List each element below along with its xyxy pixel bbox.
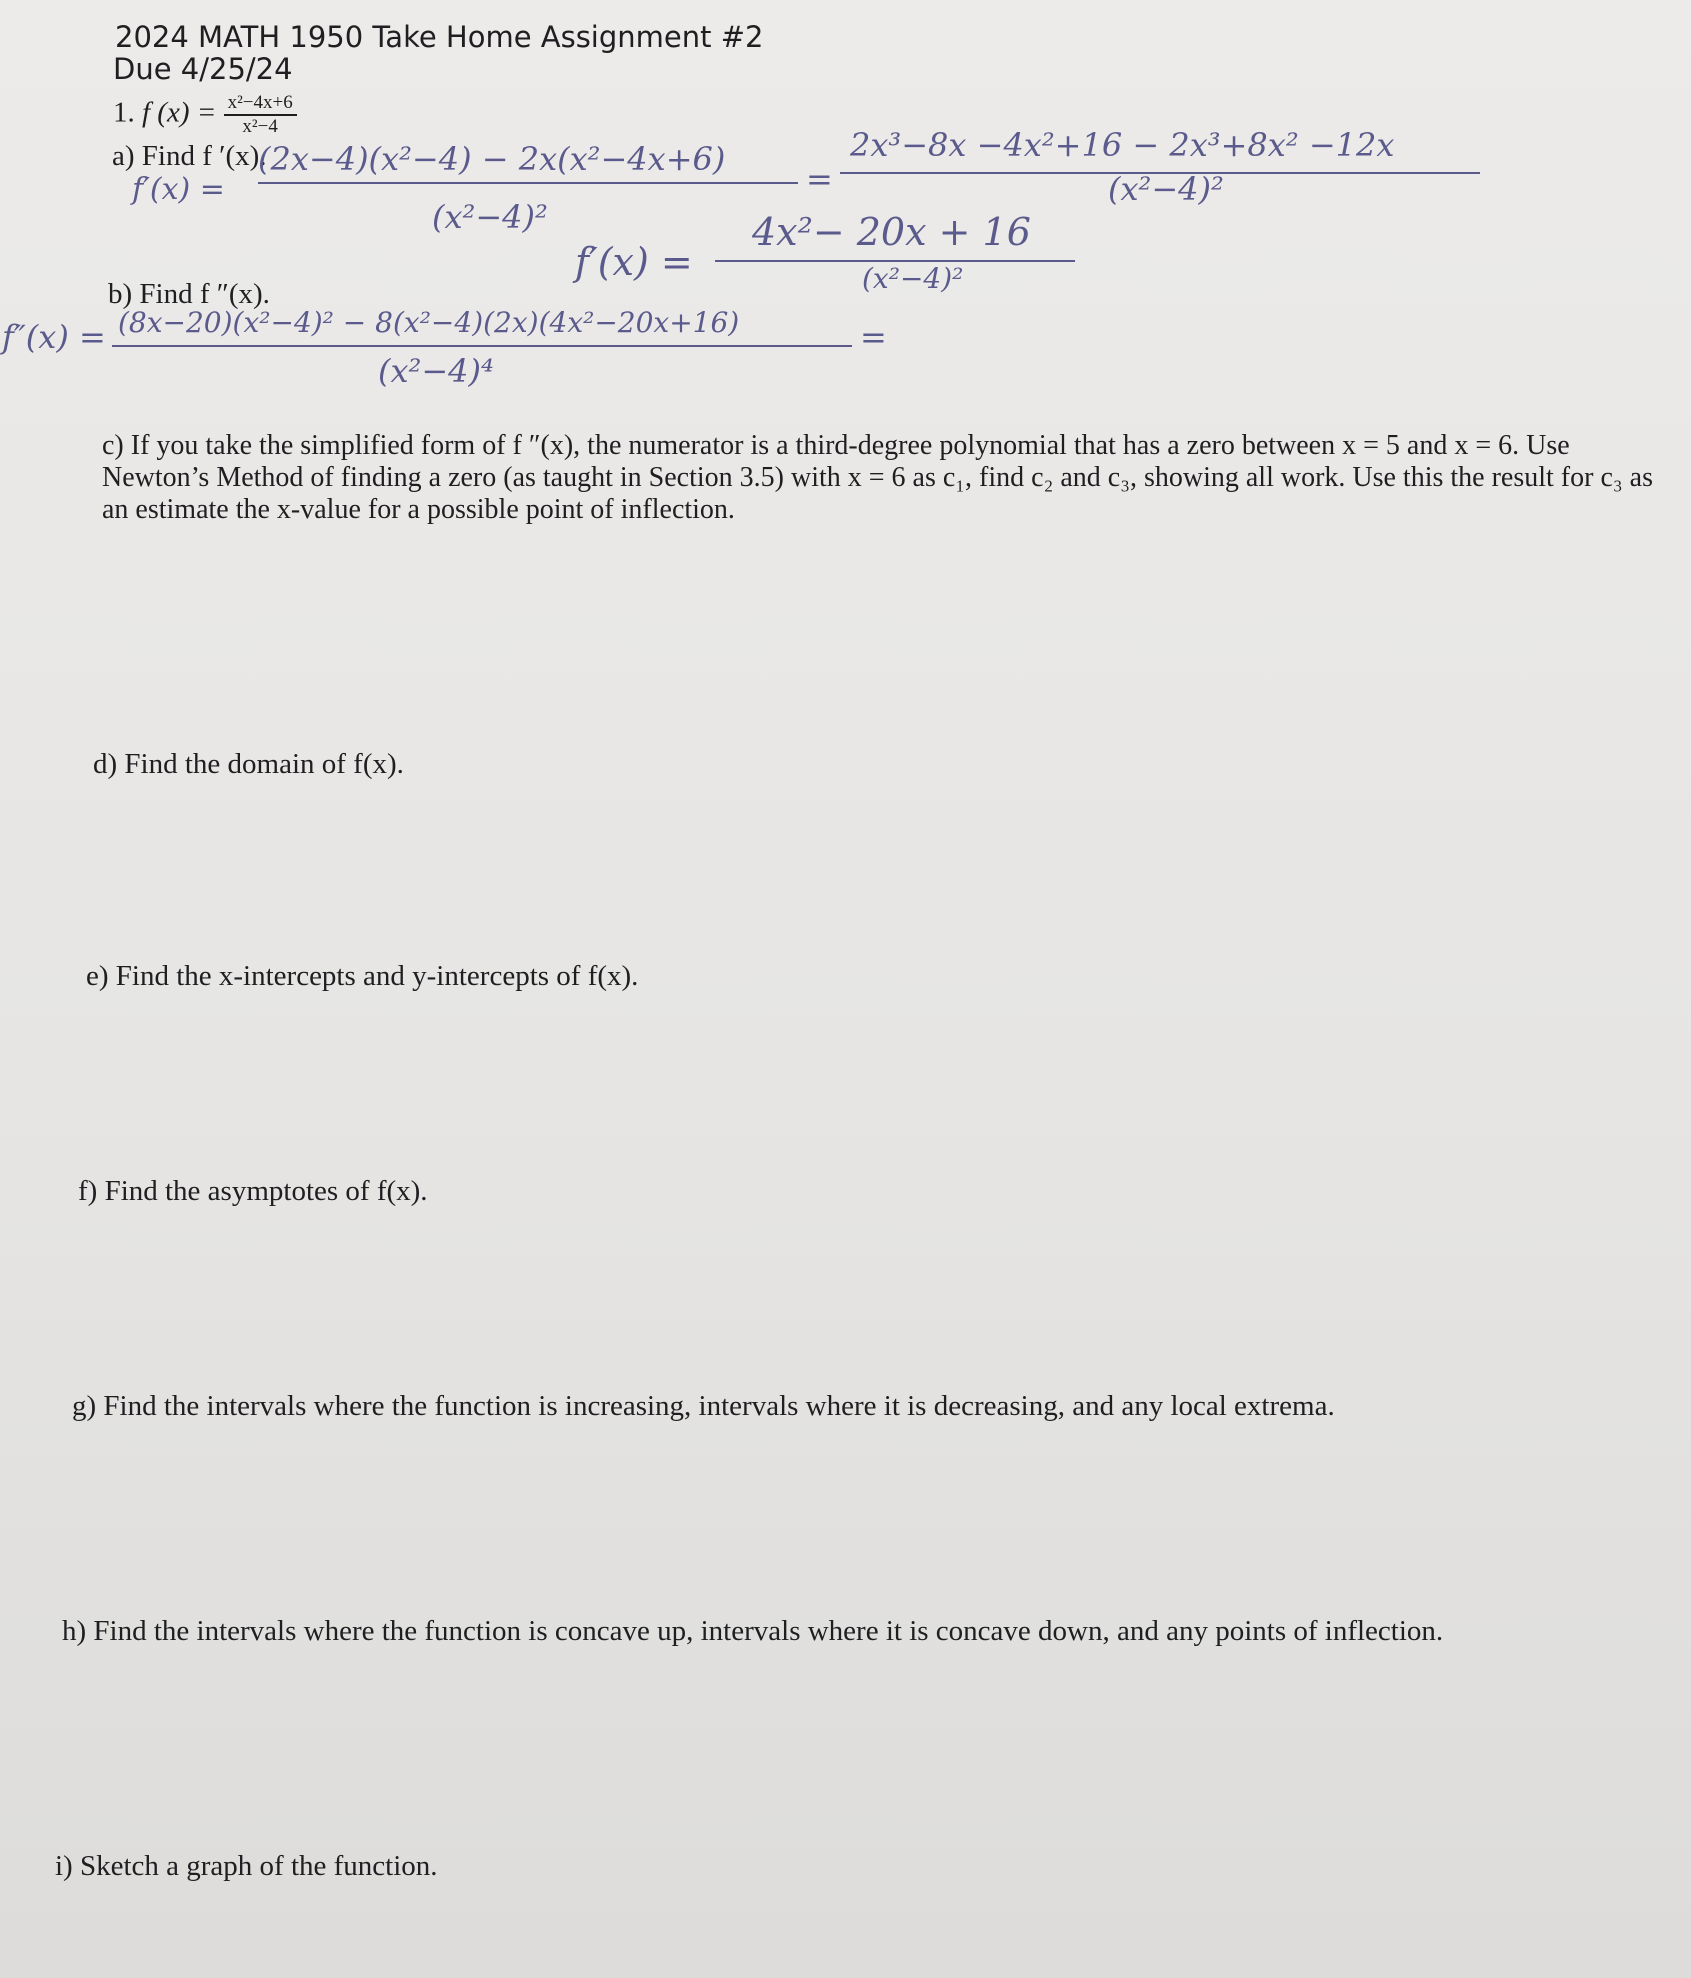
function-fraction xyxy=(224,92,297,138)
handwritten-simplified-denominator: (x²−4)² xyxy=(862,262,964,295)
part-e: e) Find the x-intercepts and y-intercepts of f(x). xyxy=(86,960,639,992)
handwritten-fprime-denominator: (x²−4)² xyxy=(432,198,548,236)
due-date: Due 4/25/24 xyxy=(113,52,293,86)
handwritten-equals-1: = xyxy=(806,160,833,198)
part-a: a) Find f ′(x). xyxy=(112,140,267,172)
part-i: i) Sketch a graph of the function. xyxy=(55,1850,438,1882)
handwritten-fdoubleprime-label: f″(x) = xyxy=(2,318,106,356)
part-c: c) If you take the simplified form of f ″(x), the numerator is a third-degree polynomial that has a zero between x = 5 and x = 6. Use Newton’s Method of finding a zero (as taught in Section 3.5) with x = 6 as c₁, find c₂ and c₃, showing all work. Use this the result for c₃ as an estimate the x-value for a possible point of inflection. xyxy=(102,430,1653,525)
handwritten-fdoubleprime-numerator: (8x−20)(x²−4)² − 8(x²−4)(2x)(4x²−20x+16) xyxy=(118,306,740,339)
handwritten-simplified-numerator: 4x²− 20x + 16 xyxy=(752,210,1031,254)
part-h: h) Find the intervals where the function is concave up, intervals where it is concave down, and any points of inflection. xyxy=(62,1615,1444,1647)
part-b: b) Find f ″(x). xyxy=(108,278,270,310)
function-numerator: x²−4x+6 xyxy=(224,92,297,116)
problem-statement xyxy=(113,92,297,138)
handwritten-fprime-label-2: f′(x) = xyxy=(575,240,693,284)
part-d: d) Find the domain of f(x). xyxy=(93,748,404,780)
handwritten-fdoubleprime-denominator: (x²−4)⁴ xyxy=(378,352,494,390)
handwritten-expanded-numerator: 2x³−8x −4x²+16 − 2x³+8x² −12x xyxy=(850,126,1395,164)
assignment-title: 2024 MATH 1950 Take Home Assignment #2 xyxy=(115,20,764,54)
part-f: f) Find the asymptotes of f(x). xyxy=(78,1175,428,1207)
fdoubleprime-fraction-bar xyxy=(112,345,852,347)
handwritten-fprime-numerator: (2x−4)(x²−4) − 2x(x²−4x+6) xyxy=(258,140,726,178)
fprime-fraction-bar xyxy=(258,182,798,184)
handwritten-equals-3: = xyxy=(860,318,887,356)
function-lhs: f (x) = xyxy=(142,96,217,129)
function-denominator: x²−4 xyxy=(242,116,278,137)
handwritten-fprime-label: f′(x) = xyxy=(132,172,225,207)
handwritten-expanded-denominator: (x²−4)² xyxy=(1108,170,1224,208)
problem-number: 1. xyxy=(113,96,135,129)
part-g: g) Find the intervals where the function is increasing, intervals where it is decreasing, and any local extrema. xyxy=(72,1390,1335,1422)
